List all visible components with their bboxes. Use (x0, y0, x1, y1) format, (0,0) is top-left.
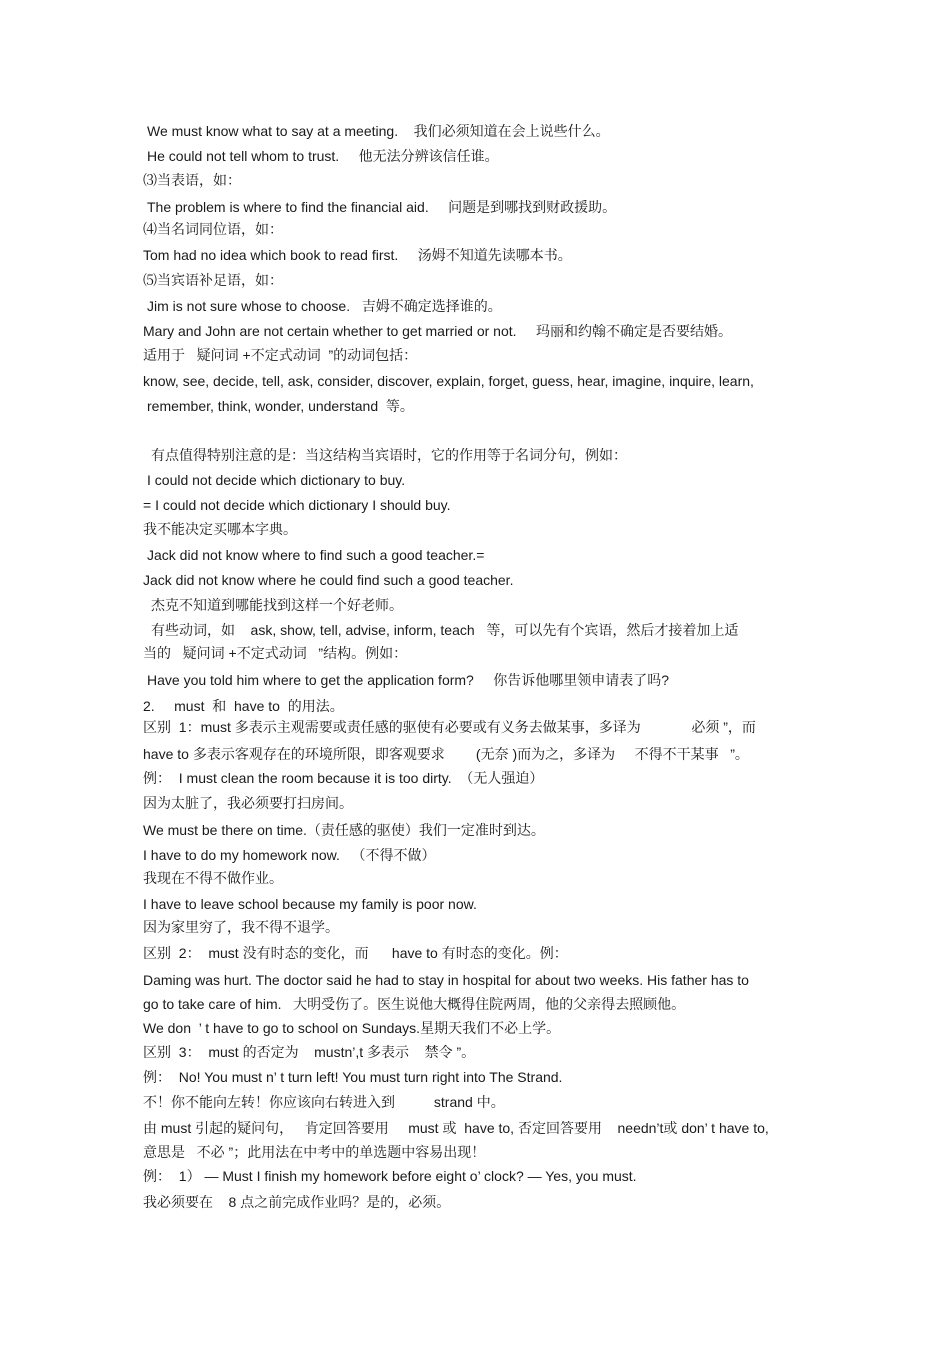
text-line: Daming was hurt. The doctor said he had to stay in hospital for about two weeks. His father has to (143, 972, 749, 988)
text-line: know, see, decide, tell, ask, consider, discover, explain, forget, guess, hear, imagine, inquire, learn, (143, 373, 754, 389)
text-line: Jack did not know where to find such a good teacher.= (147, 547, 485, 563)
text-line: 不！你不能向左转！你应该向右转进入到 strand 中。 (143, 1094, 505, 1110)
text-line: 我必须要在 8 点之前完成作业吗？是的，必须。 (143, 1194, 451, 1210)
text-line: 例： I must clean the room because it is too dirty. （无人强迫） (143, 770, 544, 786)
text-line: Have you told him where to get the application form? 你告诉他哪里领申请表了吗? (147, 672, 670, 688)
text-line: 区别 2： must 没有时态的变化，而 have to 有时态的变化。例： (143, 945, 568, 961)
text-line: I have to do my homework now. （不得不做） (143, 847, 436, 863)
text-line: 有些动词，如 ask, show, tell, advise, inform, teach 等，可以先有个宾语，然后才接着加上适 (151, 622, 739, 638)
text-line: 有点值得特别注意的是：当这结构当宾语时，它的作用等于名词分句，例如： (151, 447, 627, 463)
text-line: = I could not decide which dictionary I should buy. (143, 497, 451, 513)
text-line: 区别 3： must 的否定为 mustn’,t 多表示 禁令 ”。 (143, 1044, 476, 1060)
text-line: have to 多表示客观存在的环境所限，即客观要求 (无奈 )而为之，多译为 不得不干某事 ”。 (143, 746, 749, 762)
text-line: He could not tell whom to trust. 他无法分辨该信任谁。 (147, 148, 499, 164)
text-line: Jack did not know where he could find such a good teacher. (143, 572, 514, 588)
text-line: We must know what to say at a meeting. 我们必须知道在会上说些什么。 (147, 123, 610, 139)
text-line: 我不能决定买哪本字典。 (143, 521, 297, 537)
text-line: We must be there on time.（责任感的驱使）我们一定准时到达。 (143, 822, 545, 838)
text-line: 由 must 引起的疑问句， 肯定回答要用 must 或 have to, 否定回答要用 needn’t或 don’ t have to, (143, 1120, 769, 1136)
text-line: 适用于 疑问词 +不定式动词 ”的动词包括： (143, 347, 418, 363)
text-line: ⑸当宾语补足语，如： (143, 272, 283, 288)
text-line: remember, think, wonder, understand 等。 (147, 398, 414, 414)
text-line: 我现在不得不做作业。 (143, 870, 283, 886)
text-line: Mary and John are not certain whether to get married or not. 玛丽和约翰不确定是否要结婚。 (143, 323, 732, 339)
text-line: ⑶当表语，如： (143, 172, 241, 188)
text-line: ⑷当名词同位语，如： (143, 221, 283, 237)
text-line: 2. must 和 have to 的用法。 (143, 698, 344, 714)
text-line: 例： No! You must n’ t turn left! You must turn right into The Strand. (143, 1069, 563, 1085)
text-line: The problem is where to find the financial aid. 问题是到哪找到财政援助。 (147, 199, 617, 215)
text-line: 例： 1） — Must I finish my homework before eight o’ clock? — Yes, you must. (143, 1168, 637, 1184)
text-line: Jim is not sure whose to choose. 吉姆不确定选择谁的。 (147, 298, 502, 314)
text-line: 因为太脏了，我必须要打扫房间。 (143, 795, 353, 811)
text-line: 区别 1：must 多表示主观需要或责任感的驱使有必要或有义务去做某事，多译为 必须 ”，而 (143, 719, 756, 735)
text-line: 意思是 不必 ”；此用法在中考中的单选题中容易出现！ (143, 1144, 486, 1160)
text-line: Tom had no idea which book to read first. 汤姆不知道先读哪本书。 (143, 247, 572, 263)
text-line: I have to leave school because my family is poor now. (143, 896, 477, 912)
text-line: I could not decide which dictionary to buy. (147, 472, 406, 488)
text-line: We don ’ t have to go to school on Sundays.星期天我们不必上学。 (143, 1020, 561, 1036)
text-line: go to take care of him. 大明受伤了。医生说他大概得住院两周，他的父亲得去照顾他。 (143, 996, 686, 1012)
text-line: 杰克不知道到哪能找到这样一个好老师。 (151, 597, 403, 613)
text-line: 当的 疑问词 +不定式动词 ”结构。例如： (143, 645, 408, 661)
text-line: 因为家里穷了，我不得不退学。 (143, 919, 339, 935)
